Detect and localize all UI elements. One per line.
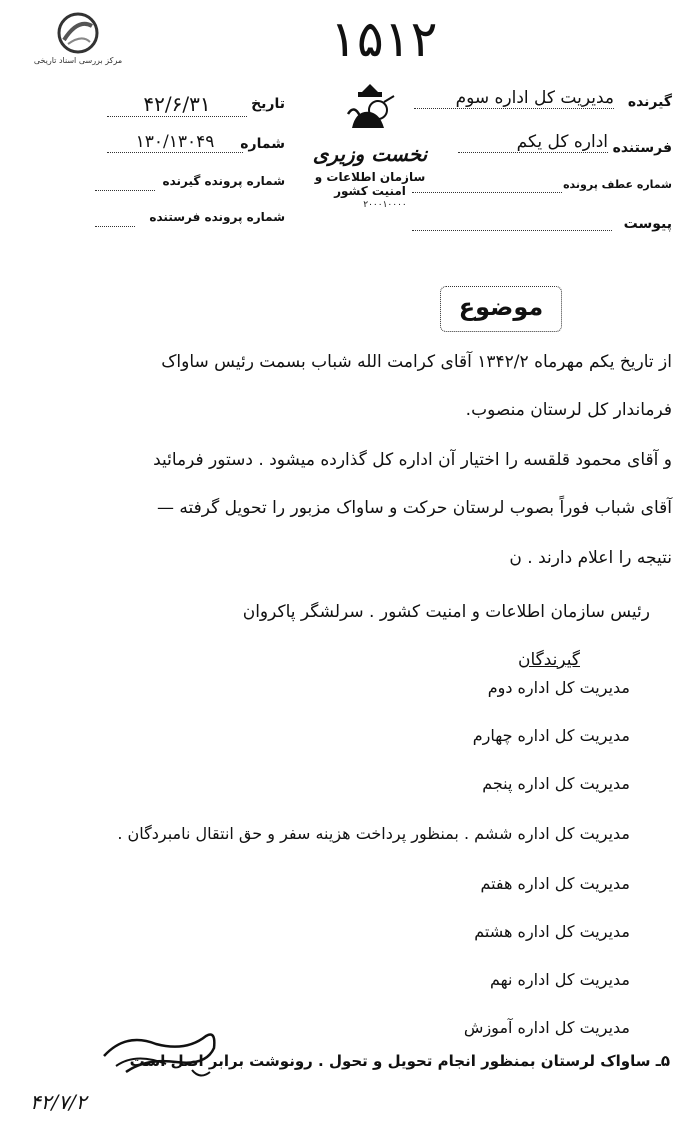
- emblem-line-3: ۲۰۰۰۱۰۰۰۰: [363, 200, 407, 210]
- body-line: نتیجه را اعلام دارند . ن: [509, 548, 672, 568]
- header-right-block: [400, 86, 672, 242]
- date-label: تاریخ: [251, 96, 285, 112]
- body-line: و آقای محمود قلقسه را اختیار آن اداره کل گذارده میشود . دستور فرمائید: [153, 450, 672, 470]
- number-row: [105, 128, 285, 164]
- recipients-list: [40, 678, 630, 1048]
- footer-handwritten-date: ۴۲/۷/۲: [30, 1090, 87, 1114]
- receiver-file-label: شماره پرونده گیرنده: [162, 174, 285, 188]
- ref-line: [412, 192, 562, 193]
- sender-row: [400, 126, 672, 166]
- emblem-line-2: سازمان اطلاعات و امنیت کشور: [314, 170, 426, 198]
- ref-row: [400, 166, 672, 204]
- recipient-item: مدیریت کل اداره ششم . بمنظور پرداخت هزینه سفر و حق انتقال نامبردگان .: [117, 824, 630, 843]
- body-line: آقای شباب فوراً بصوب لرستان حرکت و ساواک مزبور را تحویل گرفته —: [157, 498, 672, 518]
- subject-box: [440, 286, 562, 332]
- recipient-item: مدیریت کل اداره آموزش: [463, 1018, 630, 1037]
- handwritten-signature-icon: [96, 1022, 226, 1092]
- receiver-file-line: [95, 190, 155, 191]
- archive-logo: [28, 12, 128, 72]
- recipient-item: مدیریت کل اداره پنجم: [482, 774, 630, 793]
- handwritten-doc-number: ۱۵۱۲: [330, 10, 438, 68]
- recipient-item: مدیریت کل اداره دوم: [487, 678, 630, 697]
- body-line: فرماندار کل لرستان منصوب.: [465, 400, 672, 420]
- footer-line: ۵ـ ساواک لرستان بمنظور انجام تحویل و تحول . رونوشت برابر اصل است: [129, 1052, 670, 1070]
- subject-title: موضوع: [458, 293, 544, 321]
- letter-body: [60, 352, 672, 596]
- attachment-label: پیوست: [623, 216, 672, 232]
- sender-value: اداره کل یکم: [458, 132, 608, 153]
- recipients-title: گیرندگان: [517, 650, 580, 670]
- date-value: ۴۲/۶/۳۱: [107, 92, 247, 117]
- date-row: [105, 92, 285, 128]
- header-left-block: [105, 92, 285, 236]
- sender-file-row: [105, 200, 285, 236]
- receiver-row: [400, 86, 672, 126]
- attachment-line: [412, 230, 612, 231]
- ref-label: شماره عطف پرونده: [563, 178, 672, 191]
- number-value: ۱۳۰/۱۳۰۴۹: [107, 132, 243, 153]
- attachment-row: [400, 204, 672, 242]
- recipient-item: مدیریت کل اداره نهم: [489, 970, 630, 989]
- body-line: از تاریخ یکم مهرماه ۱۳۴۲/۲ آقای کرامت الله شباب بسمت رئیس ساواک: [161, 352, 672, 372]
- signature-line: رئیس سازمان اطلاعات و امنیت کشور . سرلشگر پاکروان: [242, 602, 650, 622]
- lion-and-sun-icon: [340, 84, 400, 136]
- receiver-value: مدیریت کل اداره سوم: [414, 88, 614, 109]
- recipient-item: مدیریت کل اداره هشتم: [474, 922, 630, 941]
- recipient-item: مدیریت کل اداره چهارم: [472, 726, 630, 745]
- sender-label: فرستنده: [612, 140, 672, 156]
- emblem-line-1: نخست وزیری: [312, 142, 428, 166]
- receiver-file-row: [105, 164, 285, 200]
- receiver-label: گیرنده: [627, 94, 672, 110]
- sender-file-line: [95, 226, 135, 227]
- archive-logo-text: مرکز بررسی اسناد تاریخی: [33, 56, 123, 65]
- recipient-item: مدیریت کل اداره هفتم: [480, 874, 630, 893]
- sender-file-label: شماره پرونده فرستنده: [149, 210, 285, 224]
- archive-emblem-icon: [54, 12, 102, 54]
- number-label: شماره: [240, 136, 285, 152]
